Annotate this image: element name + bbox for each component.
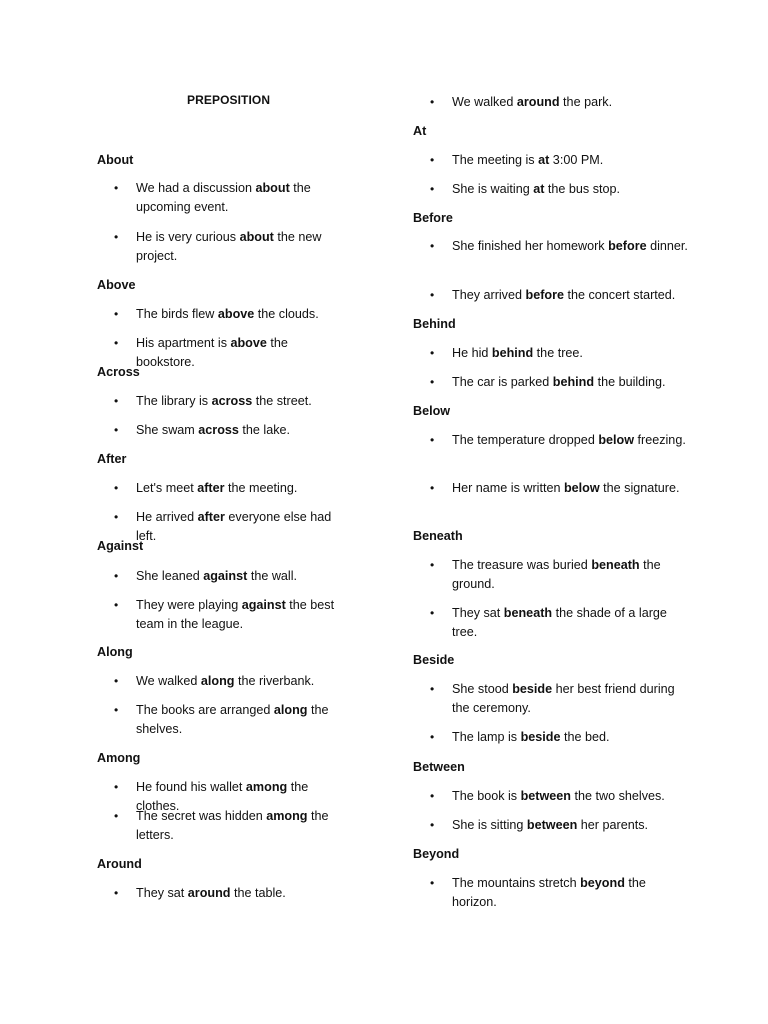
sentence-text: We walked [136, 674, 201, 688]
preposition-highlight: across [198, 423, 239, 437]
preposition-highlight: after [197, 510, 225, 524]
example-sentence [452, 373, 692, 392]
bullet-icon: • [114, 510, 119, 524]
example-sentence [452, 237, 692, 256]
section-heading-against: Against [97, 539, 144, 553]
sentence-text: They arrived [452, 288, 526, 302]
sentence-text: He hid [452, 346, 492, 360]
example-sentence [452, 344, 692, 363]
sentence-text: She stood [452, 682, 513, 696]
sentence-text: the clothes. [136, 780, 309, 813]
preposition-highlight: at [533, 182, 545, 196]
preposition-highlight: beside [520, 730, 561, 744]
bullet-icon: • [114, 423, 119, 437]
sentence-text: They sat [136, 886, 188, 900]
sentence-text: the horizon. [452, 876, 646, 909]
bullet-icon: • [114, 481, 119, 495]
sentence-text: The lamp is [452, 730, 521, 744]
sentence-text: the tree. [533, 346, 583, 360]
bullet-icon: • [430, 153, 435, 167]
section-heading-around: Around [97, 857, 142, 871]
section-heading-along: Along [97, 645, 133, 659]
section-heading-before: Before [413, 211, 453, 225]
preposition-highlight: about [255, 181, 290, 195]
sentence-text: She finished her homework [452, 239, 609, 253]
preposition-highlight: between [526, 818, 578, 832]
preposition-highlight: below [598, 433, 635, 447]
sentence-text: We walked [452, 95, 517, 109]
sentence-text: Her name is written [452, 481, 564, 495]
bullet-icon: • [114, 598, 119, 612]
preposition-highlight: between [520, 789, 571, 803]
example-sentence [452, 787, 692, 806]
sentence-text: the park. [559, 95, 613, 109]
sentence-text: He is very curious [136, 230, 240, 244]
sentence-text: She leaned [136, 569, 204, 583]
preposition-highlight: around [187, 886, 231, 900]
bullet-icon: • [430, 346, 435, 360]
bullet-icon: • [114, 809, 119, 823]
example-sentence [136, 305, 336, 324]
example-sentence [136, 479, 336, 498]
preposition-highlight: before [608, 239, 647, 253]
example-sentence [452, 286, 692, 305]
section-heading-across: Across [97, 365, 140, 379]
sentence-text: The birds flew [136, 307, 218, 321]
example-sentence [136, 807, 336, 845]
preposition-highlight: against [241, 598, 286, 612]
bullet-icon: • [430, 876, 435, 890]
sentence-text: everyone else had left. [136, 510, 332, 543]
sentence-text: She is sitting [452, 818, 527, 832]
example-sentence [452, 479, 692, 498]
section-heading-among: Among [97, 751, 141, 765]
preposition-highlight: before [525, 288, 564, 302]
preposition-highlight: around [516, 95, 560, 109]
sentence-text: The meeting is [452, 153, 539, 167]
sentence-text: the street. [252, 394, 312, 408]
sentence-text: She swam [136, 423, 199, 437]
example-sentence [452, 556, 692, 594]
sentence-text: We had a discussion [136, 181, 256, 195]
example-sentence [452, 151, 692, 170]
example-sentence [452, 816, 692, 835]
page-title: PREPOSITION [187, 93, 271, 107]
section-heading-beside: Beside [413, 653, 455, 667]
sentence-text: They sat [452, 606, 504, 620]
sentence-text: the clouds. [254, 307, 319, 321]
bullet-icon: • [114, 394, 119, 408]
example-sentence [136, 567, 336, 586]
sentence-text: the building. [594, 375, 666, 389]
bullet-icon: • [114, 886, 119, 900]
sentence-text: He found his wallet [136, 780, 246, 794]
sentence-text: freezing. [634, 433, 686, 447]
sentence-text: the lake. [238, 423, 291, 437]
preposition-highlight: behind [491, 346, 534, 360]
bullet-icon: • [430, 481, 435, 495]
section-heading-after: After [97, 452, 127, 466]
bullet-icon: • [430, 818, 435, 832]
bullet-icon: • [114, 307, 119, 321]
example-sentence [452, 874, 692, 912]
sentence-text: The secret was hidden [136, 809, 267, 823]
preposition-highlight: against [203, 569, 248, 583]
section-heading-above: Above [97, 278, 136, 292]
bullet-icon: • [430, 239, 435, 253]
example-sentence [136, 421, 336, 440]
sentence-text: The mountains stretch [452, 876, 581, 890]
example-sentence [452, 180, 692, 199]
bullet-icon: • [430, 789, 435, 803]
bullet-icon: • [114, 336, 119, 350]
example-sentence [452, 604, 692, 642]
example-sentence [136, 179, 336, 217]
bullet-icon: • [114, 181, 119, 195]
sentence-text: She is waiting [452, 182, 534, 196]
bullet-icon: • [114, 703, 119, 717]
section-heading-at: At [413, 124, 427, 138]
example-sentence [452, 728, 692, 747]
bullet-icon: • [430, 288, 435, 302]
example-sentence [452, 93, 692, 112]
bullet-icon: • [430, 558, 435, 572]
bullet-icon: • [430, 375, 435, 389]
bullet-icon: • [430, 433, 435, 447]
bullet-icon: • [430, 682, 435, 696]
sentence-text: her best friend during the ceremony. [452, 682, 675, 715]
example-sentence [136, 392, 336, 411]
sentence-text: The library is [136, 394, 212, 408]
preposition-highlight: below [563, 481, 600, 495]
preposition-highlight: after [197, 481, 225, 495]
sentence-text: the concert started. [564, 288, 676, 302]
sentence-text: 3:00 PM. [549, 153, 604, 167]
sentence-text: The book is [452, 789, 521, 803]
section-heading-about: About [97, 153, 134, 167]
preposition-highlight: beside [512, 682, 553, 696]
bullet-icon: • [114, 569, 119, 583]
example-sentence [452, 680, 692, 718]
bullet-icon: • [430, 606, 435, 620]
bullet-icon: • [430, 95, 435, 109]
sentence-text: The temperature dropped [452, 433, 599, 447]
example-sentence [136, 228, 336, 266]
sentence-text: the riverbank. [234, 674, 315, 688]
bullet-icon: • [114, 674, 119, 688]
preposition-highlight: along [273, 703, 308, 717]
example-sentence [136, 596, 336, 634]
sentence-text: The car is parked [452, 375, 553, 389]
sentence-text: the shade of a large tree. [452, 606, 667, 639]
preposition-highlight: at [538, 153, 550, 167]
sentence-text: the bookstore. [136, 336, 288, 369]
sentence-text: the table. [230, 886, 286, 900]
section-heading-beyond: Beyond [413, 847, 460, 861]
sentence-text: dinner. [646, 239, 688, 253]
sentence-text: Let's meet [136, 481, 198, 495]
sentence-text: The treasure was buried [452, 558, 592, 572]
bullet-icon: • [114, 780, 119, 794]
example-sentence [136, 884, 336, 903]
sentence-text: the ground. [452, 558, 661, 591]
sentence-text: The books are arranged [136, 703, 274, 717]
sentence-text: They were playing [136, 598, 242, 612]
sentence-text: He arrived [136, 510, 198, 524]
sentence-text: the bed. [560, 730, 610, 744]
section-heading-below: Below [413, 404, 451, 418]
sentence-text: the two shelves. [571, 789, 665, 803]
preposition-highlight: above [230, 336, 267, 350]
preposition-highlight: among [245, 780, 288, 794]
preposition-highlight: along [200, 674, 235, 688]
preposition-highlight: beyond [580, 876, 625, 890]
preposition-highlight: about [239, 230, 274, 244]
sentence-text: His apartment is [136, 336, 231, 350]
sentence-text: the best team in the league. [136, 598, 335, 631]
preposition-highlight: beneath [591, 558, 640, 572]
sentence-text: the shelves. [136, 703, 329, 736]
sentence-text: the new project. [136, 230, 322, 263]
sentence-text: the upcoming event. [136, 181, 311, 214]
example-sentence [452, 431, 692, 450]
preposition-highlight: beneath [503, 606, 553, 620]
sentence-text: her parents. [577, 818, 649, 832]
preposition-highlight: among [266, 809, 308, 823]
sentence-text: the letters. [136, 809, 329, 842]
sentence-text: the meeting. [224, 481, 298, 495]
bullet-icon: • [430, 182, 435, 196]
preposition-highlight: behind [552, 375, 595, 389]
sentence-text: the wall. [247, 569, 298, 583]
example-sentence [136, 672, 336, 691]
section-heading-beneath: Beneath [413, 529, 463, 543]
example-sentence [136, 334, 336, 372]
example-sentence [136, 701, 336, 739]
section-heading-between: Between [413, 760, 465, 774]
preposition-highlight: above [217, 307, 255, 321]
preposition-highlight: across [211, 394, 253, 408]
sentence-text: the bus stop. [544, 182, 621, 196]
sentence-text: the signature. [599, 481, 680, 495]
section-heading-behind: Behind [413, 317, 456, 331]
example-sentence [136, 508, 336, 546]
bullet-icon: • [114, 230, 119, 244]
bullet-icon: • [430, 730, 435, 744]
